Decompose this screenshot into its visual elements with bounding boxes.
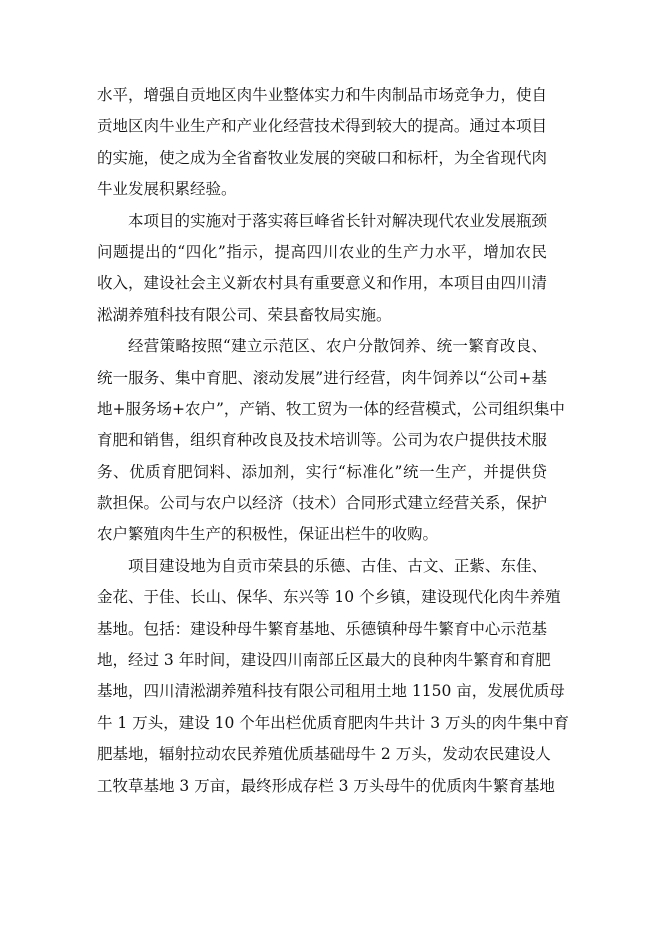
text-line: 基地。包括：建设种母牛繁育基地、乐德镇种母牛繁育中心示范基 <box>97 619 547 638</box>
paragraph <box>97 206 547 332</box>
text-line: 工牧草基地 3 万亩，最终形成存栏 3 万头母牛的优质肉牛繁育基地 <box>97 776 555 795</box>
text-line: 农户繁殖肉牛生产的积极性，保证出栏牛的收购。 <box>97 525 439 544</box>
text-line: 本项目的实施对于落实蒋巨峰省长针对解决现代农业发展瓶颈 <box>128 211 547 230</box>
paragraph <box>97 551 570 802</box>
text-line: 项目建设地为自贡市荣县的乐德、古佳、古文、正紫、东佳、 <box>128 556 547 575</box>
text-line: 统一服务、集中育肥、滚动发展”进行经营，肉牛饲养以“公司+基 <box>97 368 547 387</box>
text-line: 贡地区肉牛业生产和产业化经营技术得到较大的提高。通过本项目 <box>97 117 547 136</box>
paragraph <box>97 80 547 206</box>
text-line: 务、优质育肥饲料、添加剂，实行“标准化”统一生产，并提供贷 <box>97 462 547 481</box>
text-line: 收入，建设社会主义新农村具有重要意义和作用，本项目由四川清 <box>97 274 547 293</box>
text-line: 经营策略按照“建立示范区、农户分散饲养、统一繁育改良、 <box>128 337 547 356</box>
paragraph <box>97 331 565 551</box>
text-line: 水平，增强自贡地区肉牛业整体实力和牛肉制品市场竞争力，使自 <box>97 86 547 104</box>
text-line: 地+服务场+农户”，产销、牧工贸为一体的经营模式，公司组织集中 <box>97 399 565 418</box>
text-line: 的实施，使之成为全省畜牧业发展的突破口和标杆，为全省现代肉 <box>97 148 547 167</box>
document-body <box>97 80 570 802</box>
text-line: 问题提出的“四化”指示，提高四川农业的生产力水平，增加农民 <box>97 242 547 261</box>
text-line: 地，经过 3 年时间，建设四川南部丘区最大的良种肉牛繁育和育肥 <box>97 651 551 670</box>
text-line: 淞湖养殖科技有限公司、荣县畜牧局实施。 <box>97 305 392 324</box>
text-line: 牛 1 万头，建设 10 个年出栏优质育肥肉牛共计 3 万头的肉牛集中育 <box>97 713 570 732</box>
text-line: 款担保。公司与农户以经济（技术）合同形式建立经营关系，保护 <box>97 494 547 513</box>
text-line: 育肥和销售，组织育种改良及技术培训等。公司为农户提供技术服 <box>97 431 547 450</box>
text-line: 基地，四川清淞湖养殖科技有限公司租用土地 1150 亩，发展优质母 <box>97 682 565 701</box>
text-line: 金花、于佳、长山、保华、东兴等 10 个乡镇，建设现代化肉牛养殖 <box>97 588 561 607</box>
text-line: 牛业发展积累经验。 <box>97 180 237 199</box>
text-line: 肥基地，辐射拉动农民养殖优质基础母牛 2 万头，发动农民建设人 <box>97 745 551 764</box>
